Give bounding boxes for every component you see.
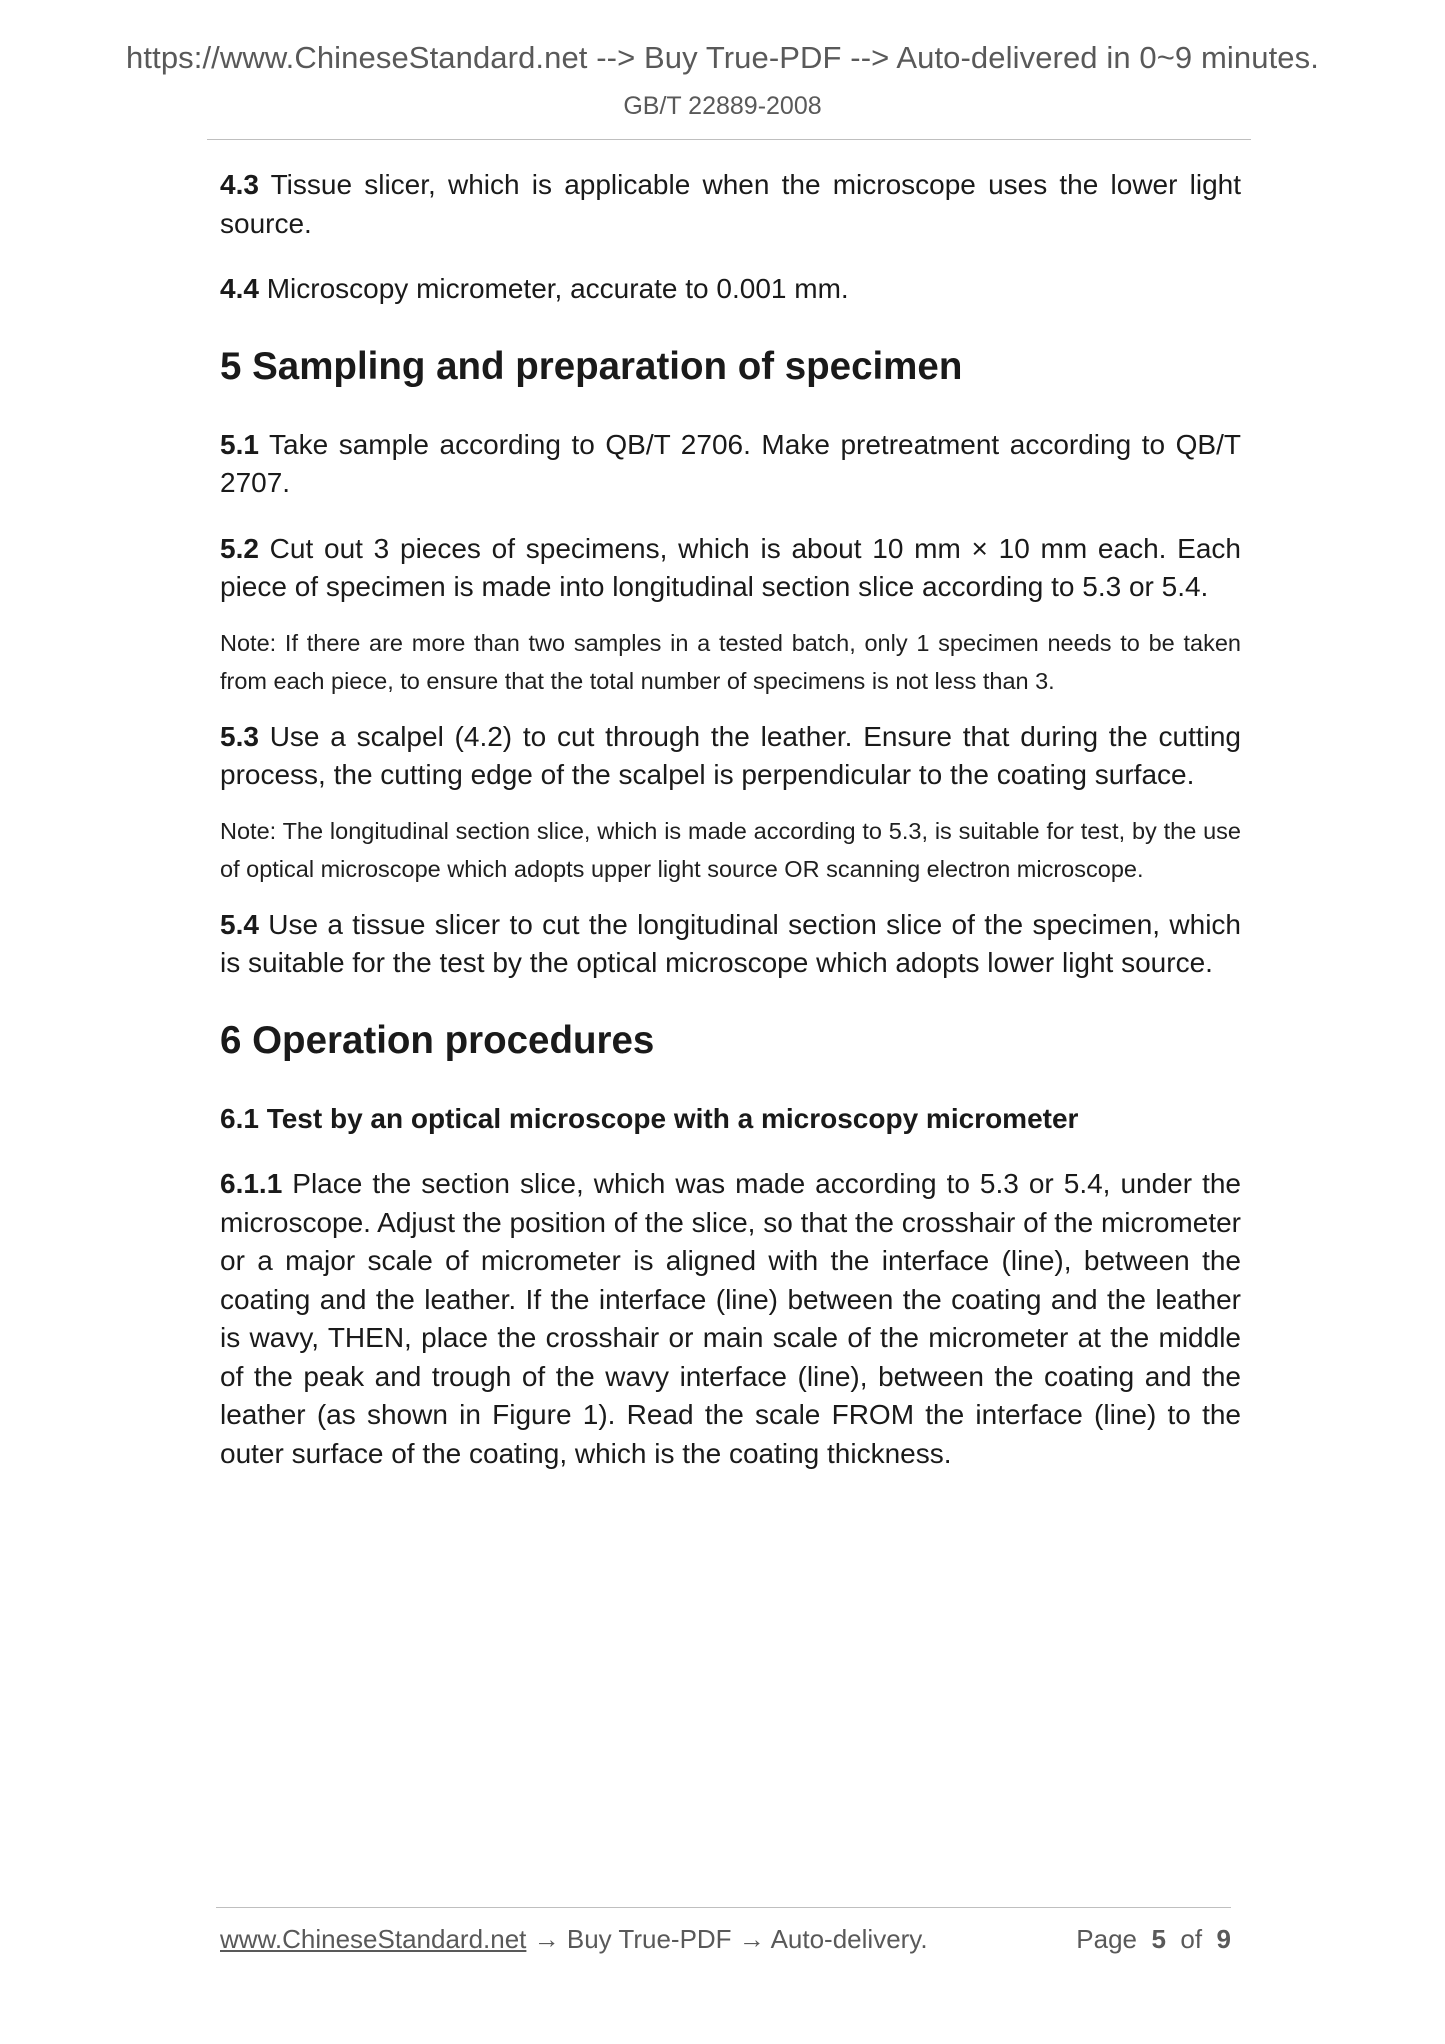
- clause-text: Cut out 3 pieces of specimens, which is about 10 mm × 10 mm each. Each piece of specimen is made into longitudinal section slice according to 5.3 or 5.4.: [220, 532, 1241, 602]
- section-heading-5: 5 Sampling and preparation of specimen: [220, 344, 963, 388]
- page-indicator: [1076, 1924, 1231, 1955]
- clause-number: 5.1: [220, 428, 259, 460]
- footer-divider: [216, 1907, 1231, 1908]
- clause-5-2: [220, 530, 1241, 607]
- page-footer: [220, 1924, 1231, 1964]
- clause-number: 5.2: [220, 532, 259, 564]
- clause-text: Place the section slice, which was made according to 5.3 or 5.4, under the microscope. Adjust the position of the slice, so that the crosshair of the micrometer or a major scale of micrometer is aligned with the interface (line), between the coating and the leather. If the interface (line) between the coating and the leather is wavy, THEN, place the crosshair or main scale of the micrometer at the middle of the peak and trough of the wavy interface (line), between the coating and the leather (as shown in Figure 1). Read the scale FROM the interface (line) to the outer surface of the coating, which is the coating thickness.: [220, 1168, 1241, 1469]
- clause-text: Take sample according to QB/T 2706. Make pretreatment according to QB/T 2707.: [220, 428, 1241, 498]
- clause-number: 4.3: [220, 169, 259, 200]
- standard-code: GB/T 22889-2008: [623, 92, 822, 120]
- clause-text: Tissue slicer, which is applicable when the microscope uses the lower light source.: [220, 169, 1241, 239]
- clause-text: Use a tissue slicer to cut the longitudinal section slice of the specimen, which is suitable for the test by the optical microscope which adopts lower light source.: [220, 908, 1241, 978]
- header-divider: [207, 139, 1251, 140]
- section-heading-6: 6 Operation procedures: [220, 1018, 655, 1062]
- clause-number: 5.4: [220, 908, 259, 940]
- clause-4-3: [220, 166, 1241, 243]
- clause-5-1: [220, 426, 1241, 503]
- total-pages: 9: [1216, 1924, 1231, 1954]
- clause-number: 5.3: [220, 720, 259, 752]
- clause-4-4: [220, 270, 1241, 309]
- top-banner[interactable]: https://www.ChineseStandard.net --> Buy True-PDF --> Auto-delivered in 0~9 minutes.: [126, 40, 1319, 75]
- clause-text: Use a scalpel (4.2) to cut through the leather. Ensure that during the cutting process, the cutting edge of the scalpel is perpendicular to the coating surface.: [220, 720, 1241, 790]
- clause-6-1-1: [220, 1165, 1241, 1473]
- subsection-heading-6-1: 6.1 Test by an optical microscope with a microscopy micrometer: [220, 1102, 1079, 1134]
- note-5-3: Note: The longitudinal section slice, which is made according to 5.3, is suitable for test, by the use of optical microscope which adopts upper light source OR scanning electron microscope.: [220, 817, 1241, 882]
- site-link[interactable]: www.ChineseStandard.net: [220, 1924, 527, 1954]
- footer-promo: [220, 1924, 928, 1955]
- clause-text: Microscopy micrometer, accurate to 0.001 mm.: [258, 273, 849, 304]
- page-label: Page: [1076, 1924, 1138, 1954]
- of-label: of: [1180, 1924, 1203, 1954]
- clause-5-4: [220, 906, 1241, 983]
- footer-promo-text: → Buy True-PDF → Auto-delivery.: [526, 1924, 928, 1954]
- clause-number: 4.4: [220, 273, 259, 304]
- clause-number: 6.1.1: [220, 1168, 283, 1199]
- note-5-2: Note: If there are more than two samples in a tested batch, only 1 specimen needs to be taken from each piece, to ensure that the total number of specimens is not less than 3.: [220, 629, 1241, 694]
- document-body: [220, 166, 1241, 1473]
- current-page: 5: [1151, 1924, 1166, 1954]
- clause-5-3: [220, 718, 1241, 795]
